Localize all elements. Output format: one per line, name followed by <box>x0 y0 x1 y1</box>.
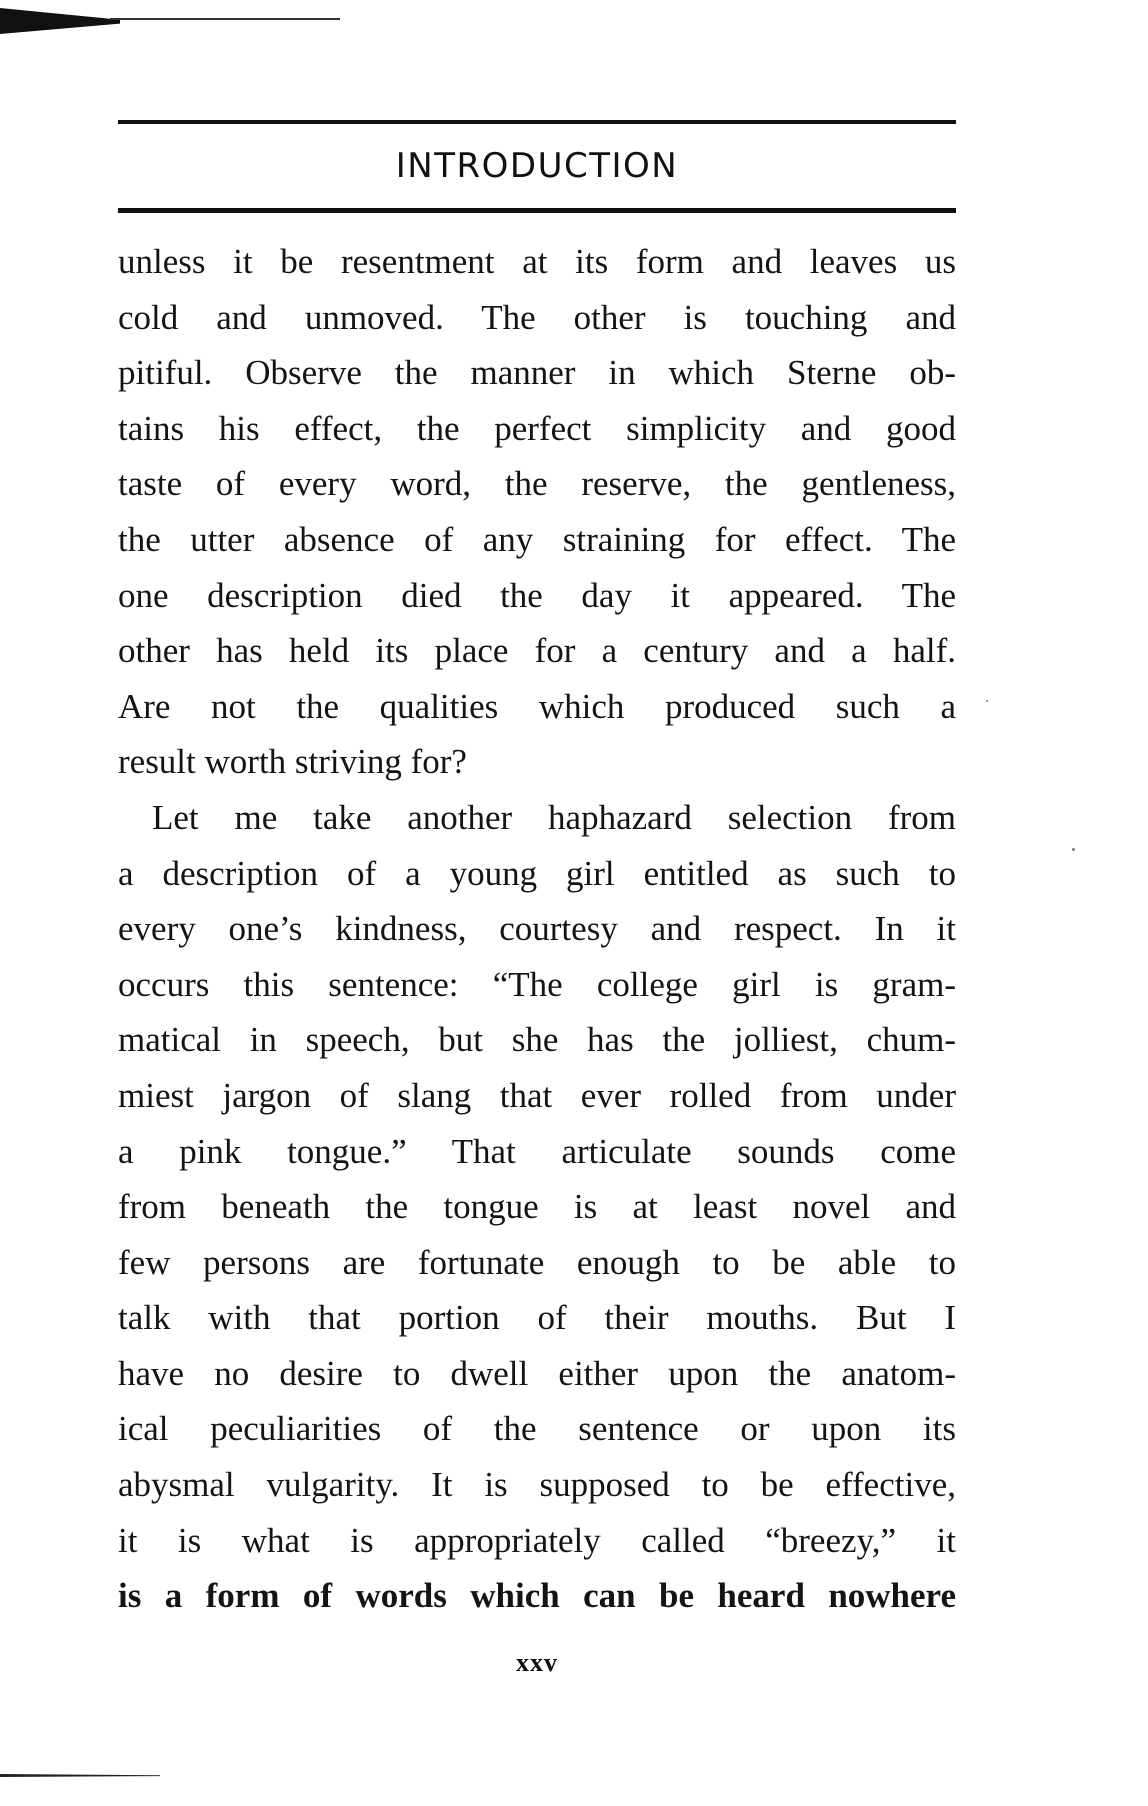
body-text <box>118 234 956 1624</box>
scan-speck <box>1072 848 1075 851</box>
text-line: is a form of words which can be heard nowhere <box>118 1576 956 1616</box>
scan-artifact-top <box>0 8 120 34</box>
text-line: ical peculiarities of the sentence or upon its <box>118 1409 956 1449</box>
page-number: xxv <box>516 1648 558 1677</box>
text-line: it is what is appropriately called “breezy,” it <box>118 1520 956 1560</box>
text-line: pitiful. Observe the manner in which Sterne ob- <box>118 353 956 393</box>
header-rule-top <box>118 120 956 124</box>
text-line: abysmal vulgarity. It is supposed to be effective, <box>118 1465 956 1505</box>
text-line: talk with that portion of their mouths. But I <box>118 1298 956 1338</box>
text-line: few persons are fortunate enough to be able to <box>118 1242 956 1282</box>
text-line: from beneath the tongue is at least novel and <box>118 1187 956 1227</box>
text-line: unless it be resentment at its form and leaves us <box>118 242 956 281</box>
text-line: a pink tongue.” That articulate sounds come <box>118 1131 956 1171</box>
text-line: tains his effect, the perfect simplicity and good <box>118 408 956 448</box>
text-line: one description died the day it appeared. The <box>118 575 956 615</box>
text-line: have no desire to dwell either upon the anatom- <box>118 1353 956 1393</box>
scan-line-top <box>110 18 340 20</box>
text-line: matical in speech, but she has the jolliest, chum- <box>118 1020 956 1060</box>
text-line: the utter absence of any straining for effect. The <box>118 519 956 559</box>
text-line: Let me take another haphazard selection from <box>152 797 956 837</box>
running-head: INTRODUCTION <box>395 146 679 186</box>
text-line: Are not the qualities which produced such a <box>118 686 956 726</box>
text-line: miest jargon of slang that ever rolled from under <box>118 1075 956 1115</box>
text-line: taste of every word, the reserve, the gentleness, <box>118 464 956 504</box>
text-line: every one’s kindness, courtesy and respect. In it <box>118 909 956 949</box>
scan-speck <box>986 700 988 702</box>
text-line: cold and unmoved. The other is touching and <box>118 297 956 337</box>
text-line: other has held its place for a century and a half. <box>118 631 956 671</box>
scan-line-bottom <box>0 1774 160 1777</box>
text-line: a description of a young girl entitled as such to <box>118 853 956 893</box>
header-rule-bottom <box>118 208 956 213</box>
text-line: occurs this sentence: “The college girl is gram- <box>118 964 956 1004</box>
text-line: result worth striving for? <box>118 742 467 782</box>
